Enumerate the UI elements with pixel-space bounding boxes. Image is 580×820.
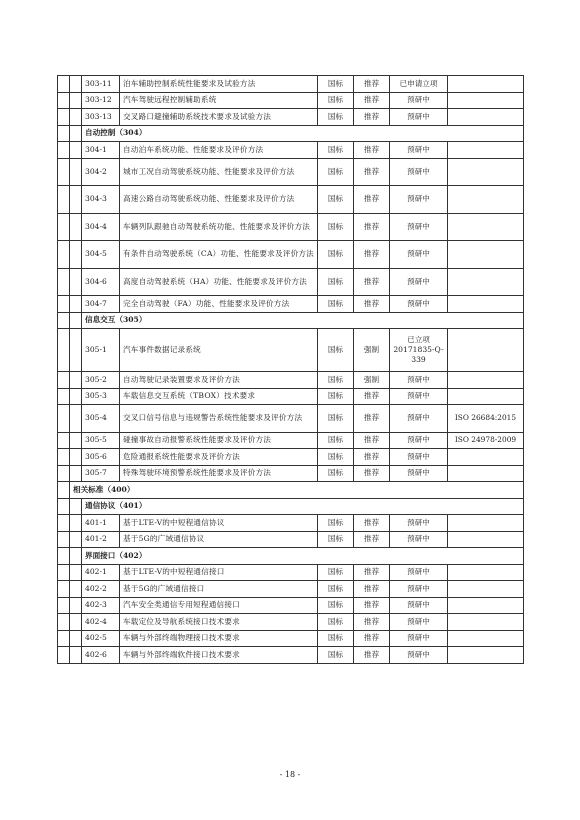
- standard-status: 预研中: [390, 405, 448, 433]
- reference-standard: [448, 564, 524, 581]
- standard-status: 预研中: [390, 158, 448, 186]
- standard-number: 305-2: [82, 372, 120, 389]
- standard-name: 车辆列队跟驰自动驾驶系统功能、性能要求及评价方法: [120, 213, 318, 241]
- reference-standard: [448, 241, 524, 269]
- standard-name: 高度自动驾驶系统（HA）功能、性能要求及评价方法: [120, 268, 318, 296]
- standard-status: 已立项 20171835-Q-339: [390, 329, 448, 372]
- indent-cell: [70, 548, 82, 565]
- reference-standard: [448, 109, 524, 126]
- standard-category: 国标: [318, 581, 354, 598]
- standard-name: 高速公路自动驾驶系统功能、性能要求及评价方法: [120, 186, 318, 214]
- standard-category: 国标: [318, 630, 354, 647]
- indent-cell: [70, 614, 82, 631]
- standard-number: 402-2: [82, 581, 120, 598]
- standard-name: 汽车安全类通信专用短程通信接口: [120, 597, 318, 614]
- table-row: [58, 268, 524, 296]
- table-row: [58, 647, 524, 664]
- table-row: [58, 109, 524, 126]
- indent-cell: [58, 581, 70, 598]
- standard-number: 305-5: [82, 432, 120, 449]
- indent-cell: [58, 268, 70, 296]
- indent-cell: [58, 312, 70, 329]
- table-row: [58, 465, 524, 482]
- indent-cell: [70, 125, 82, 142]
- standard-name: 自动驾驶记录装置要求及评价方法: [120, 372, 318, 389]
- standard-type: 推荐: [354, 241, 390, 269]
- reference-standard: [448, 158, 524, 186]
- standard-category: 国标: [318, 614, 354, 631]
- standard-status: 预研中: [390, 630, 448, 647]
- table-row: [58, 372, 524, 389]
- standard-type: 推荐: [354, 388, 390, 405]
- standard-type: 推荐: [354, 142, 390, 159]
- reference-standard: [448, 630, 524, 647]
- standard-name: 有条件自动驾驶系统（CA）功能、性能要求及评价方法: [120, 241, 318, 269]
- reference-standard: [448, 614, 524, 631]
- standard-status: 已申请立项: [390, 76, 448, 93]
- table-row: [58, 241, 524, 269]
- standard-type: 推荐: [354, 405, 390, 433]
- standards-table: [57, 75, 524, 664]
- standard-status: 预研中: [390, 647, 448, 664]
- indent-cell: [58, 241, 70, 269]
- standard-number: 304-2: [82, 158, 120, 186]
- indent-cell: [58, 92, 70, 109]
- standard-status: 预研中: [390, 465, 448, 482]
- reference-standard: [448, 449, 524, 466]
- standard-number: 304-7: [82, 296, 120, 313]
- standard-number: 401-1: [82, 515, 120, 532]
- standard-type: 强制: [354, 329, 390, 372]
- standard-category: 国标: [318, 449, 354, 466]
- indent-cell: [70, 432, 82, 449]
- table-row: [58, 597, 524, 614]
- indent-cell: [70, 515, 82, 532]
- standard-type: 推荐: [354, 158, 390, 186]
- indent-cell: [58, 213, 70, 241]
- section-heading-401: 通信协议（401）: [82, 498, 524, 515]
- standard-number: 401-2: [82, 531, 120, 548]
- indent-cell: [70, 388, 82, 405]
- standard-status: 预研中: [390, 268, 448, 296]
- standard-type: 推荐: [354, 296, 390, 313]
- standard-status: 预研中: [390, 564, 448, 581]
- indent-cell: [58, 405, 70, 433]
- standard-name: 泊车辅助控制系统性能要求及试验方法: [120, 76, 318, 93]
- standard-status: 预研中: [390, 296, 448, 313]
- standard-status: 预研中: [390, 372, 448, 389]
- indent-cell: [70, 142, 82, 159]
- standard-type: 推荐: [354, 213, 390, 241]
- section-heading-304: 自动控制（304）: [82, 125, 524, 142]
- table-row: [58, 564, 524, 581]
- indent-cell: [70, 405, 82, 433]
- indent-cell: [58, 498, 70, 515]
- table-row: [58, 213, 524, 241]
- indent-cell: [70, 158, 82, 186]
- reference-standard: [448, 186, 524, 214]
- table-row: [58, 142, 524, 159]
- section-row: [58, 548, 524, 565]
- indent-cell: [70, 186, 82, 214]
- standard-type: 推荐: [354, 465, 390, 482]
- indent-cell: [58, 109, 70, 126]
- reference-standard: [448, 531, 524, 548]
- section-heading-402: 界面接口（402）: [82, 548, 524, 565]
- standard-name: 车辆与外部终端物理接口技术要求: [120, 630, 318, 647]
- indent-cell: [58, 329, 70, 372]
- standard-type: 推荐: [354, 109, 390, 126]
- standard-type: 推荐: [354, 449, 390, 466]
- indent-cell: [58, 531, 70, 548]
- standard-number: 304-4: [82, 213, 120, 241]
- reference-standard: ISO 26684:2015: [448, 405, 524, 433]
- standard-category: 国标: [318, 296, 354, 313]
- standard-status: 预研中: [390, 449, 448, 466]
- standard-type: 推荐: [354, 92, 390, 109]
- standard-status: 预研中: [390, 597, 448, 614]
- reference-standard: [448, 296, 524, 313]
- reference-standard: [448, 76, 524, 93]
- indent-cell: [70, 241, 82, 269]
- indent-cell: [58, 647, 70, 664]
- table-row: [58, 515, 524, 532]
- reference-standard: ISO 24978-2009: [448, 432, 524, 449]
- standard-number: 304-5: [82, 241, 120, 269]
- standard-name: 交叉口信号信息与违规警告系统性能要求及评价方法: [120, 405, 318, 433]
- standard-type: 强制: [354, 372, 390, 389]
- section-heading-400: 相关标准（400）: [70, 482, 524, 499]
- section-row: [58, 125, 524, 142]
- standard-number: 402-1: [82, 564, 120, 581]
- table-row: [58, 388, 524, 405]
- standard-status: 预研中: [390, 92, 448, 109]
- indent-cell: [70, 312, 82, 329]
- standard-category: 国标: [318, 241, 354, 269]
- standard-number: 303-12: [82, 92, 120, 109]
- table-row: [58, 581, 524, 598]
- reference-standard: [448, 268, 524, 296]
- standard-name: 特殊驾驶环境预警系统性能要求及评价方法: [120, 465, 318, 482]
- table-row: [58, 329, 524, 372]
- standard-name: 基于5G的广域通信接口: [120, 581, 318, 598]
- standard-status: 预研中: [390, 432, 448, 449]
- standard-number: 304-3: [82, 186, 120, 214]
- indent-cell: [58, 125, 70, 142]
- standard-status: 预研中: [390, 241, 448, 269]
- indent-cell: [70, 449, 82, 466]
- section-row: [58, 498, 524, 515]
- standard-category: 国标: [318, 109, 354, 126]
- standard-type: 推荐: [354, 186, 390, 214]
- standard-category: 国标: [318, 76, 354, 93]
- standard-number: 402-6: [82, 647, 120, 664]
- indent-cell: [70, 531, 82, 548]
- indent-cell: [58, 158, 70, 186]
- standard-status: 预研中: [390, 186, 448, 214]
- standard-name: 车载定位及导航系统接口技术要求: [120, 614, 318, 631]
- standard-name: 完全自动驾驶（FA）功能、性能要求及评价方法: [120, 296, 318, 313]
- reference-standard: [448, 581, 524, 598]
- reference-standard: [448, 92, 524, 109]
- table-row: [58, 92, 524, 109]
- section-row: [58, 312, 524, 329]
- standard-number: 305-6: [82, 449, 120, 466]
- standard-name: 汽车事件数据记录系统: [120, 329, 318, 372]
- indent-cell: [70, 647, 82, 664]
- standard-category: 国标: [318, 329, 354, 372]
- standard-category: 国标: [318, 531, 354, 548]
- section-row: [58, 482, 524, 499]
- indent-cell: [70, 465, 82, 482]
- indent-cell: [58, 372, 70, 389]
- standard-name: 基于LTE-V的中短程通信接口: [120, 564, 318, 581]
- standard-number: 304-6: [82, 268, 120, 296]
- standard-type: 推荐: [354, 647, 390, 664]
- table-row: [58, 630, 524, 647]
- indent-cell: [58, 465, 70, 482]
- standard-category: 国标: [318, 405, 354, 433]
- standard-type: 推荐: [354, 515, 390, 532]
- standard-number: 305-1: [82, 329, 120, 372]
- standard-category: 国标: [318, 432, 354, 449]
- standard-status: 预研中: [390, 515, 448, 532]
- reference-standard: [448, 647, 524, 664]
- standard-status: 预研中: [390, 142, 448, 159]
- standard-status: 预研中: [390, 581, 448, 598]
- standard-name: 基于5G的广域通信协议: [120, 531, 318, 548]
- standard-category: 国标: [318, 268, 354, 296]
- table-row: [58, 405, 524, 433]
- reference-standard: [448, 515, 524, 532]
- standard-number: 305-3: [82, 388, 120, 405]
- indent-cell: [70, 581, 82, 598]
- indent-cell: [70, 109, 82, 126]
- reference-standard: [448, 465, 524, 482]
- table-row: [58, 76, 524, 93]
- standard-type: 推荐: [354, 268, 390, 296]
- indent-cell: [70, 498, 82, 515]
- standard-number: 402-5: [82, 630, 120, 647]
- indent-cell: [70, 296, 82, 313]
- standard-type: 推荐: [354, 581, 390, 598]
- section-heading-305: 信息交互（305）: [82, 312, 524, 329]
- indent-cell: [70, 372, 82, 389]
- indent-cell: [58, 142, 70, 159]
- standard-number: 304-1: [82, 142, 120, 159]
- standard-type: 推荐: [354, 597, 390, 614]
- standard-category: 国标: [318, 158, 354, 186]
- standard-type: 推荐: [354, 564, 390, 581]
- standard-number: 303-13: [82, 109, 120, 126]
- indent-cell: [70, 268, 82, 296]
- table-row: [58, 432, 524, 449]
- standard-name: 汽车驾驶远程控制辅助系统: [120, 92, 318, 109]
- standard-name: 城市工况自动驾驶系统功能、性能要求及评价方法: [120, 158, 318, 186]
- table-row: [58, 531, 524, 548]
- indent-cell: [70, 76, 82, 93]
- standard-category: 国标: [318, 388, 354, 405]
- indent-cell: [58, 630, 70, 647]
- standard-category: 国标: [318, 213, 354, 241]
- standard-name: 碰撞事故自动报警系统性能要求及评价方法: [120, 432, 318, 449]
- indent-cell: [58, 296, 70, 313]
- reference-standard: [448, 372, 524, 389]
- standard-type: 推荐: [354, 630, 390, 647]
- indent-cell: [58, 548, 70, 565]
- standard-category: 国标: [318, 372, 354, 389]
- indent-cell: [58, 482, 70, 499]
- indent-cell: [58, 186, 70, 214]
- standard-category: 国标: [318, 142, 354, 159]
- standard-category: 国标: [318, 647, 354, 664]
- standard-name: 危险通报系统性能要求及评价方法: [120, 449, 318, 466]
- page-number: - 18 -: [279, 770, 301, 779]
- standard-status: 预研中: [390, 388, 448, 405]
- indent-cell: [58, 432, 70, 449]
- indent-cell: [58, 614, 70, 631]
- indent-cell: [58, 564, 70, 581]
- standard-number: 303-11: [82, 76, 120, 93]
- standard-category: 国标: [318, 564, 354, 581]
- standard-name: 基于LTE-V的中短程通信协议: [120, 515, 318, 532]
- indent-cell: [70, 329, 82, 372]
- standard-number: 305-4: [82, 405, 120, 433]
- standard-name: 自动泊车系统功能、性能要求及评价方法: [120, 142, 318, 159]
- indent-cell: [70, 213, 82, 241]
- standard-status: 预研中: [390, 213, 448, 241]
- standard-status: 预研中: [390, 614, 448, 631]
- table-row: [58, 296, 524, 313]
- indent-cell: [58, 388, 70, 405]
- reference-standard: [448, 597, 524, 614]
- reference-standard: [448, 329, 524, 372]
- indent-cell: [58, 597, 70, 614]
- standard-type: 推荐: [354, 531, 390, 548]
- standard-category: 国标: [318, 92, 354, 109]
- standard-category: 国标: [318, 465, 354, 482]
- standard-status: 预研中: [390, 109, 448, 126]
- standard-category: 国标: [318, 597, 354, 614]
- table-row: [58, 186, 524, 214]
- standard-type: 推荐: [354, 614, 390, 631]
- table-row: [58, 449, 524, 466]
- standard-type: 推荐: [354, 432, 390, 449]
- standard-name: 交叉路口避撞辅助系统技术要求及试验方法: [120, 109, 318, 126]
- reference-standard: [448, 388, 524, 405]
- standard-number: 402-4: [82, 614, 120, 631]
- standard-name: 车载信息交互系统（TBOX）技术要求: [120, 388, 318, 405]
- standard-type: 推荐: [354, 76, 390, 93]
- table-row: [58, 158, 524, 186]
- indent-cell: [58, 76, 70, 93]
- standard-category: 国标: [318, 515, 354, 532]
- indent-cell: [70, 597, 82, 614]
- standard-number: 305-7: [82, 465, 120, 482]
- standard-name: 车辆与外部终端软件接口技术要求: [120, 647, 318, 664]
- standard-category: 国标: [318, 186, 354, 214]
- reference-standard: [448, 213, 524, 241]
- reference-standard: [448, 142, 524, 159]
- standard-number: 402-3: [82, 597, 120, 614]
- indent-cell: [70, 630, 82, 647]
- standard-status: 预研中: [390, 531, 448, 548]
- indent-cell: [58, 449, 70, 466]
- indent-cell: [70, 92, 82, 109]
- indent-cell: [58, 515, 70, 532]
- table-row: [58, 614, 524, 631]
- indent-cell: [70, 564, 82, 581]
